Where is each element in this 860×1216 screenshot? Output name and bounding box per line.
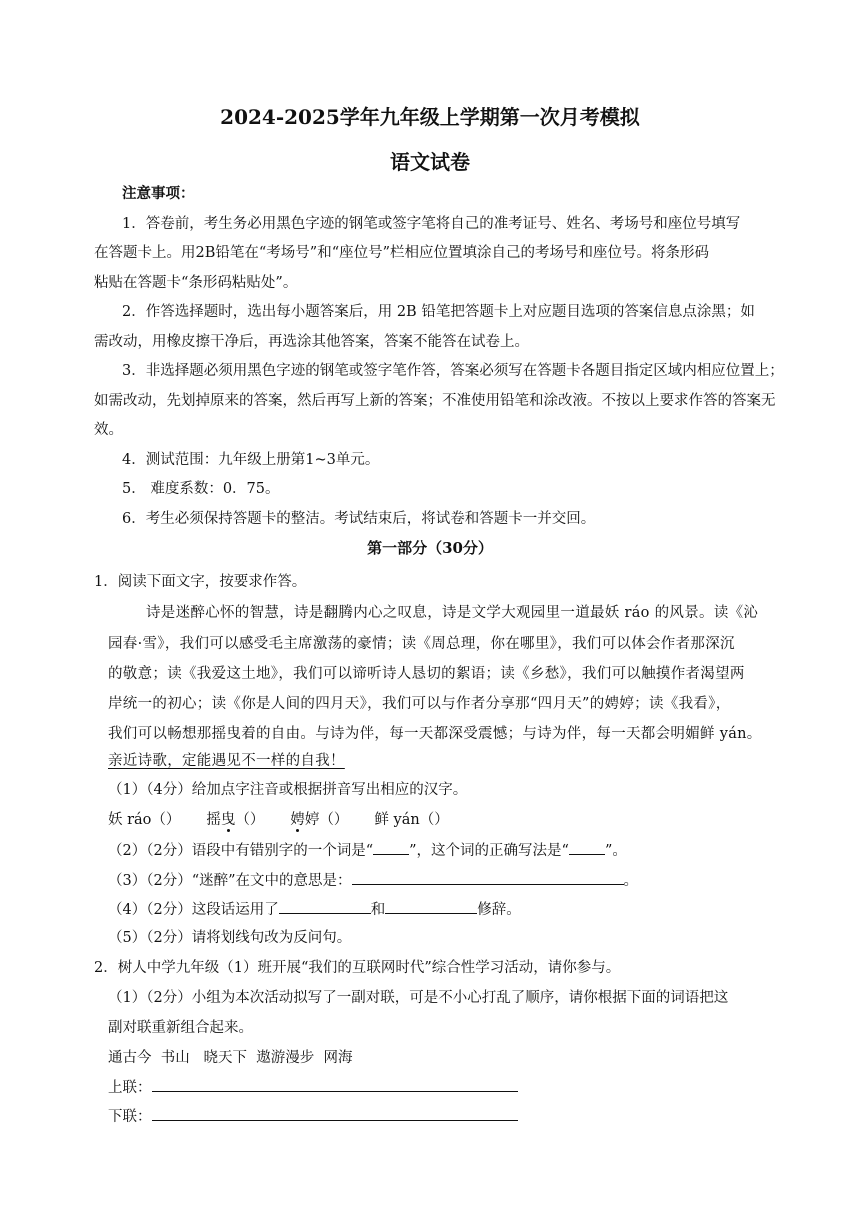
q1-prompt: 1．阅读下面文字，按要求作答。 — [94, 574, 307, 590]
q2-upper-label: 上联： — [108, 1080, 152, 1096]
part1-heading: 第一部分（30分） — [367, 539, 493, 557]
q1-sub2-blank-2[interactable] — [569, 840, 605, 855]
notice-item-6: 6．考生必须保持答题卡的整洁。考试结束后，将试卷和答题卡一并交回。 — [122, 511, 596, 527]
q1-sub3 — [108, 870, 638, 891]
q1-sub1-items — [108, 810, 449, 830]
q1-sub1-item-d: 鲜 yán（） — [374, 812, 449, 828]
notice-item-1-line3: 粘贴在答题卡“条形码粘贴处”。 — [94, 275, 298, 291]
q1-sub3-suffix: 。 — [623, 873, 639, 889]
q1-sub1-item-c-suffix: 婷（） — [304, 812, 349, 828]
q1-passage-line5: 我们可以畅想那摇曳着的自由。与诗为伴，每一天都深受震憾；与诗为伴，每一天都会明媚鲜 yán。 — [108, 726, 762, 742]
q1-sub2 — [108, 840, 627, 861]
q2-lower-label: 下联： — [108, 1109, 152, 1125]
q2-sub1-line1: （1）（2分）小组为本次活动拟写了一副对联，可是不小心打乱了顺序，请你根据下面的词语把这 — [108, 990, 729, 1006]
q1-sub4-blank-2[interactable] — [385, 899, 477, 914]
exam-title: 2024-2025学年九年级上学期第一次月考模拟 — [220, 105, 640, 129]
q1-underlined-sentence: 亲近诗歌，定能遇见不一样的自我！ — [108, 753, 345, 769]
q2-upper-couplet — [108, 1077, 518, 1098]
q1-passage-line3: 的敬意；读《我爱这土地》，我们可以谛听诗人恳切的絮语；读《乡愁》，我们可以触摸作者渴望两 — [108, 666, 745, 682]
q2-lower-couplet — [108, 1106, 518, 1127]
q1-sub4-prefix: （4）（2分）这段话运用了 — [108, 902, 279, 918]
notice-item-3-line1: 3．非选择题必须用黑色字迹的钢笔或签字笔作答，答案必须写在答题卡各题目指定区域内相应位置上； — [122, 363, 784, 379]
notice-item-3-line3: 效。 — [94, 422, 123, 438]
q1-sub2-middle: ”，这个词的正确写法是“ — [409, 843, 569, 859]
q1-passage-line4: 岸统一的初心；读《你是人间的四月天》，我们可以与作者分享那“四月天”的娉婷；读《我看》， — [108, 696, 731, 712]
notice-item-2-line1: 2．作答选择题时，选出每小题答案后，用 2B 铅笔把答题卡上对应题目选项的答案信息点涂黑；如 — [122, 304, 755, 320]
q1-passage-line1: 诗是迷醉心怀的智慧，诗是翻腾内心之叹息，诗是文学大观园里一道最妖 ráo 的风景。读《沁 — [146, 605, 759, 621]
q1-sub4-blank-1[interactable] — [279, 899, 371, 914]
q1-sub2-blank-1[interactable] — [373, 840, 409, 855]
q1-sub1: （1）（4分）给加点字注音或根据拼音写出相应的汉字。 — [108, 782, 468, 798]
q1-sub4-suffix: 修辞。 — [477, 902, 521, 918]
q1-sub3-prefix: （3）（2分）“迷醉”在文中的意思是： — [108, 873, 352, 889]
q1-sub1-item-c-dotted: 娉 — [290, 812, 305, 828]
q2-sub1-line2: 副对联重新组合起来。 — [108, 1020, 253, 1036]
notice-item-2-line2: 需改动，用橡皮擦干净后，再选涂其他答案，答案不能答在试卷上。 — [94, 334, 529, 350]
notice-item-1-line1: 1．答卷前，考生务必用黑色字迹的钢笔或签字笔将自己的准考证号、姓名、考场号和座位号填写 — [122, 216, 741, 232]
q2-prompt: 2．树人中学九年级（1）班开展“我们的互联网时代”综合性学习活动，请你参与。 — [94, 960, 621, 976]
q1-sub1-item-a: 妖 ráo（） — [108, 812, 181, 828]
q2-upper-blank[interactable] — [152, 1077, 518, 1092]
q1-sub1-item-b-dotted: 曳 — [220, 812, 236, 828]
q1-sub2-prefix: （2）（2分）语段中有错别字的一个词是“ — [108, 843, 374, 859]
notice-item-4: 4．测试范围：九年级上册第1~3单元。 — [122, 452, 380, 468]
q1-sub4-middle: 和 — [370, 902, 386, 918]
q2-lower-blank[interactable] — [152, 1106, 518, 1121]
notice-heading: 注意事项： — [122, 185, 195, 202]
q1-passage-line2: 园春·雪》，我们可以感受毛主席激荡的豪情；读《周总理，你在哪里》，我们可以体会作者那深沉 — [108, 636, 735, 652]
notice-item-1-line2: 在答题卡上。用2B铅笔在“考场号”和“座位号”栏相应位置填涂自己的考场号和座位号。将条形码 — [94, 245, 710, 261]
notice-item-3-line2: 如需改动，先划掉原来的答案，然后再写上新的答案；不准使用铅笔和涂改液。不按以上要求作答的答案无 — [94, 393, 776, 409]
q1-sub5: （5）（2分）请将划线句改为反问句。 — [108, 930, 352, 946]
q1-sub3-blank[interactable] — [352, 870, 624, 885]
notice-item-5: 5． 难度系数：0．75。 — [122, 481, 280, 497]
q1-sub1-item-b-suffix: （） — [235, 812, 265, 828]
q1-sub4 — [108, 899, 521, 920]
q2-word-list: 通古今 书山 晓天下 遨游漫步 网海 — [108, 1050, 353, 1066]
q1-sub1-item-b-prefix: 摇 — [206, 812, 221, 828]
q1-sub2-suffix: ”。 — [604, 843, 627, 859]
exam-subtitle: 语文试卷 — [390, 150, 470, 174]
